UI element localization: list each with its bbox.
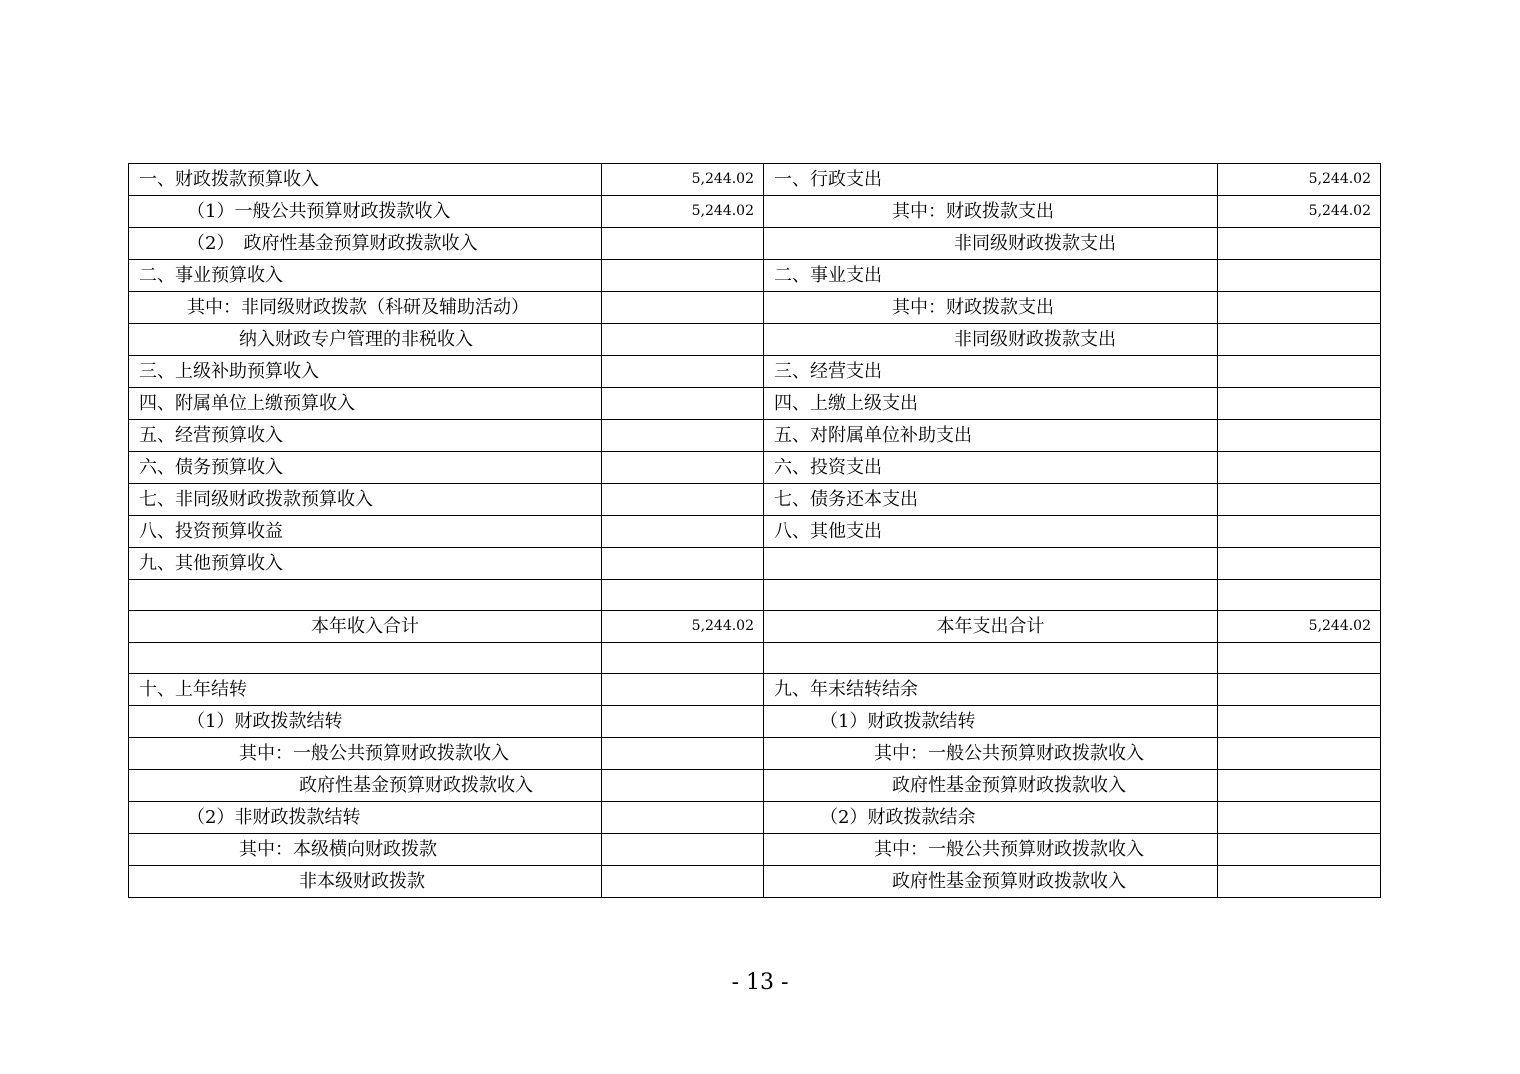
expense-item-label: （1）财政拨款结转 [764, 706, 1218, 738]
expense-item-amount [1218, 292, 1381, 324]
income-item-amount [602, 674, 764, 706]
table-row [129, 548, 1381, 580]
table-row [129, 674, 1381, 706]
expense-item-amount [1218, 516, 1381, 548]
budget-statement-table [128, 163, 1381, 898]
income-item-amount [602, 643, 764, 674]
income-item-label [129, 643, 602, 674]
expense-item-label: 其中：财政拨款支出 [764, 292, 1218, 324]
income-item-label: 八、投资预算收益 [129, 516, 602, 548]
income-item-amount [602, 356, 764, 388]
income-item-amount: 5,244.02 [602, 196, 764, 228]
income-item-label: 十、上年结转 [129, 674, 602, 706]
expense-item-amount [1218, 388, 1381, 420]
expense-item-amount: 5,244.02 [1218, 611, 1381, 643]
expense-item-amount: 5,244.02 [1218, 196, 1381, 228]
table-row [129, 260, 1381, 292]
table-row [129, 643, 1381, 674]
income-item-label: 三、上级补助预算收入 [129, 356, 602, 388]
income-item-label: 非本级财政拨款 [129, 866, 602, 898]
table-row [129, 834, 1381, 866]
income-item-label: 本年收入合计 [129, 611, 602, 643]
expense-item-amount [1218, 356, 1381, 388]
income-item-label: 其中：本级横向财政拨款 [129, 834, 602, 866]
table-row [129, 866, 1381, 898]
expense-item-label: 九、年末结转结余 [764, 674, 1218, 706]
expense-item-amount [1218, 484, 1381, 516]
expense-item-label: 八、其他支出 [764, 516, 1218, 548]
expense-item-label: 其中：一般公共预算财政拨款收入 [764, 738, 1218, 770]
income-item-label: 九、其他预算收入 [129, 548, 602, 580]
expense-item-label: 非同级财政拨款支出 [764, 228, 1218, 260]
expense-item-amount [1218, 866, 1381, 898]
income-item-label: 二、事业预算收入 [129, 260, 602, 292]
expense-item-amount [1218, 674, 1381, 706]
expense-item-label: 三、经营支出 [764, 356, 1218, 388]
income-item-amount [602, 580, 764, 611]
expense-item-amount [1218, 548, 1381, 580]
table-row [129, 324, 1381, 356]
income-item-amount [602, 292, 764, 324]
expense-item-label: 五、对附属单位补助支出 [764, 420, 1218, 452]
expense-item-label: 一、行政支出 [764, 164, 1218, 196]
page-number: - 13 - [731, 970, 789, 995]
income-item-amount [602, 802, 764, 834]
income-item-amount [602, 260, 764, 292]
income-item-amount: 5,244.02 [602, 164, 764, 196]
expense-item-amount [1218, 770, 1381, 802]
table-body [129, 164, 1381, 898]
income-item-amount [602, 738, 764, 770]
table-row [129, 738, 1381, 770]
expense-item-amount [1218, 324, 1381, 356]
expense-item-label: 六、投资支出 [764, 452, 1218, 484]
expense-item-amount [1218, 738, 1381, 770]
income-item-label: （1）财政拨款结转 [129, 706, 602, 738]
expense-item-label [764, 548, 1218, 580]
income-item-label: （2） 政府性基金预算财政拨款收入 [129, 228, 602, 260]
expense-item-label: 政府性基金预算财政拨款收入 [764, 866, 1218, 898]
table-row [129, 580, 1381, 611]
expense-item-amount [1218, 706, 1381, 738]
income-item-label: 一、财政拨款预算收入 [129, 164, 602, 196]
income-item-label: 其中：非同级财政拨款（科研及辅助活动） [129, 292, 602, 324]
table-row [129, 196, 1381, 228]
expense-item-amount [1218, 580, 1381, 611]
expense-item-amount: 5,244.02 [1218, 164, 1381, 196]
expense-item-label: 本年支出合计 [764, 611, 1218, 643]
table-row [129, 452, 1381, 484]
income-item-label: （2）非财政拨款结转 [129, 802, 602, 834]
income-item-label: 六、债务预算收入 [129, 452, 602, 484]
expense-item-label [764, 580, 1218, 611]
expense-item-label: 其中：一般公共预算财政拨款收入 [764, 834, 1218, 866]
table-row [129, 164, 1381, 196]
table-row [129, 611, 1381, 643]
income-item-label: 七、非同级财政拨款预算收入 [129, 484, 602, 516]
expense-item-amount [1218, 802, 1381, 834]
income-item-label: 四、附属单位上缴预算收入 [129, 388, 602, 420]
table-row [129, 802, 1381, 834]
table-row [129, 228, 1381, 260]
expense-item-label: 政府性基金预算财政拨款收入 [764, 770, 1218, 802]
table-row [129, 516, 1381, 548]
income-item-amount [602, 388, 764, 420]
table-row [129, 770, 1381, 802]
income-item-amount [602, 770, 764, 802]
income-item-amount [602, 324, 764, 356]
expense-item-label: （2）财政拨款结余 [764, 802, 1218, 834]
income-item-amount [602, 228, 764, 260]
income-item-amount [602, 452, 764, 484]
income-item-label: 纳入财政专户管理的非税收入 [129, 324, 602, 356]
table-row [129, 420, 1381, 452]
expense-item-amount [1218, 834, 1381, 866]
income-item-label: 其中：一般公共预算财政拨款收入 [129, 738, 602, 770]
expense-item-amount [1218, 420, 1381, 452]
income-item-label: 五、经营预算收入 [129, 420, 602, 452]
table-row [129, 484, 1381, 516]
table-row [129, 706, 1381, 738]
income-item-label [129, 580, 602, 611]
expense-item-label [764, 643, 1218, 674]
expense-item-label: 七、债务还本支出 [764, 484, 1218, 516]
expense-item-amount [1218, 260, 1381, 292]
expense-item-label: 四、上缴上级支出 [764, 388, 1218, 420]
income-item-label: 政府性基金预算财政拨款收入 [129, 770, 602, 802]
expense-item-label: 其中：财政拨款支出 [764, 196, 1218, 228]
expense-item-amount [1218, 643, 1381, 674]
expense-item-label: 非同级财政拨款支出 [764, 324, 1218, 356]
expense-item-amount [1218, 228, 1381, 260]
income-item-amount [602, 834, 764, 866]
income-item-amount [602, 866, 764, 898]
income-item-amount [602, 548, 764, 580]
income-item-label: （1）一般公共预算财政拨款收入 [129, 196, 602, 228]
income-item-amount [602, 706, 764, 738]
table-row [129, 356, 1381, 388]
income-item-amount [602, 484, 764, 516]
table-row [129, 388, 1381, 420]
income-item-amount [602, 420, 764, 452]
income-item-amount: 5,244.02 [602, 611, 764, 643]
expense-item-label: 二、事业支出 [764, 260, 1218, 292]
income-item-amount [602, 516, 764, 548]
table-row [129, 292, 1381, 324]
expense-item-amount [1218, 452, 1381, 484]
